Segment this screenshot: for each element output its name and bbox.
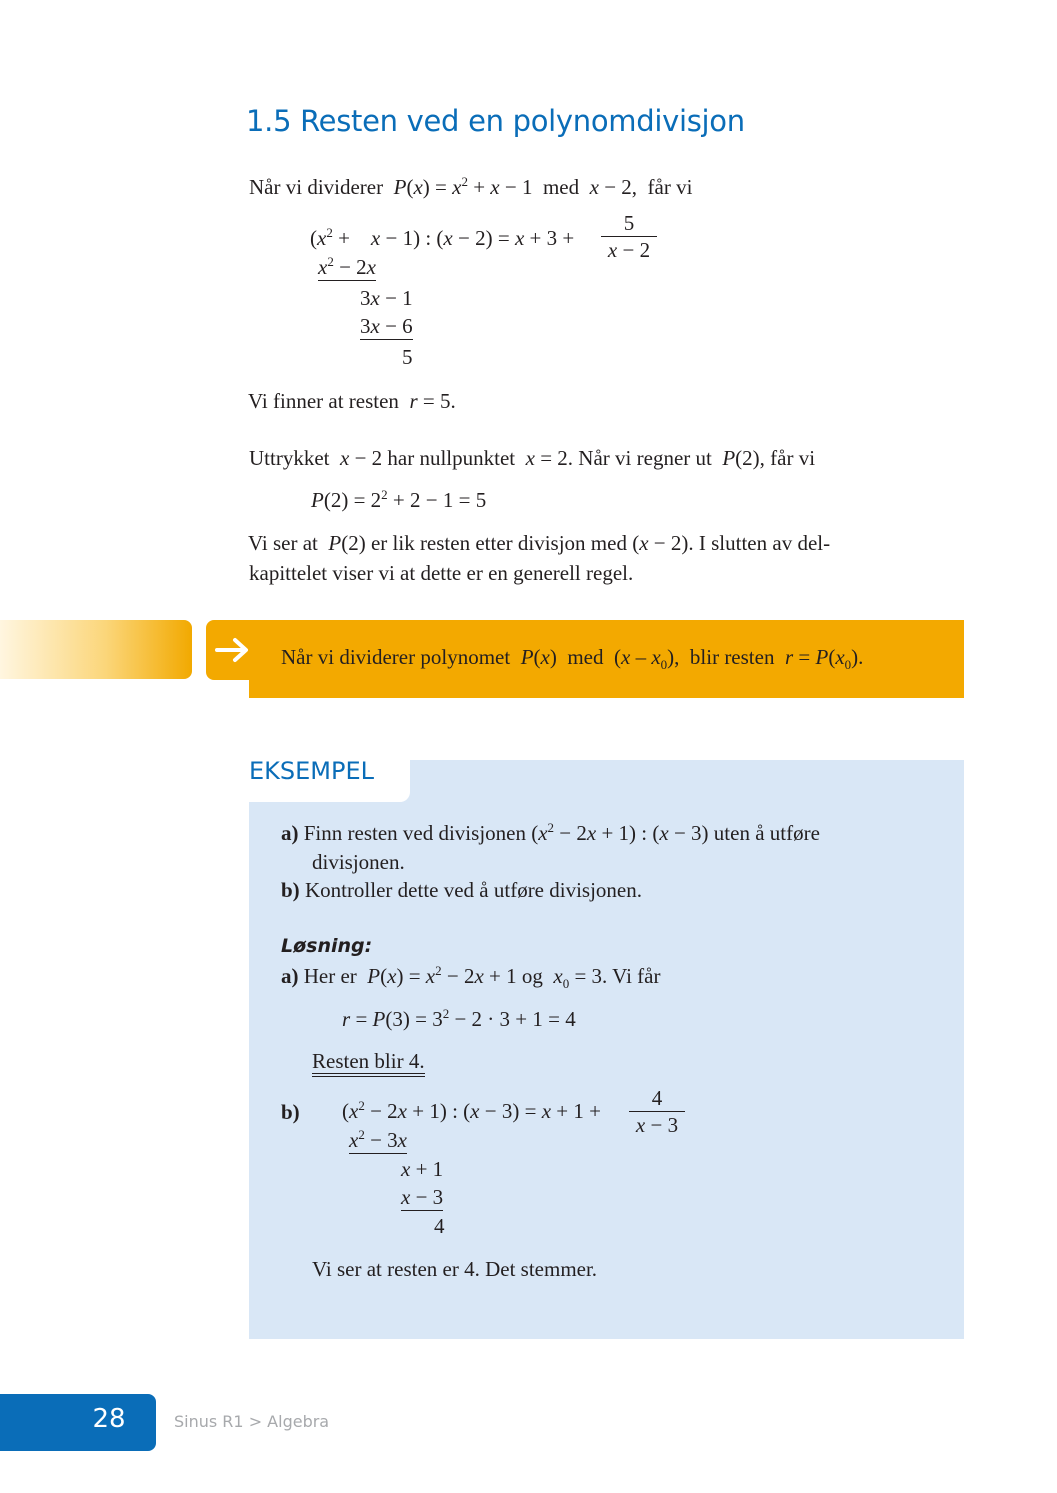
fraction-denominator: x − 2 [607, 238, 651, 262]
rule-gradient-tab [0, 620, 192, 679]
fraction-denominator: x − 3 [635, 1113, 679, 1137]
conclusion-line1: Vi ser at P(2) er lik resten etter divisjon med (x − 2). I slutten av del- [248, 531, 831, 555]
solution-a-answer: Resten blir 4. [312, 1047, 425, 1075]
solution-b-label: b) [281, 1100, 300, 1124]
division1-line3: 3x − 1 [360, 286, 413, 310]
remainder-line: Vi finner at resten r = 5. [248, 389, 456, 413]
page-number: 28 [92, 1404, 126, 1434]
rule-box-bottom [249, 678, 964, 698]
division1-line4: 3x − 6 [360, 314, 413, 338]
solution-b-check: Vi ser at resten er 4. Det stemmer. [312, 1257, 598, 1281]
division2-line2: $x^2 - 3x$ [349, 1127, 407, 1152]
fraction-numerator: 5 [601, 210, 657, 237]
division2-line5: 4 [434, 1214, 445, 1238]
division2-line3: x + 1 [401, 1157, 444, 1181]
task-b: b) Kontroller dette ved å utføre divisjonen. [281, 878, 643, 902]
division2-fraction [629, 1085, 685, 1138]
example-label: EKSEMPEL [249, 757, 375, 785]
solution-a-calc: $r = P(3) = 3^2 - 2 \cdot 3 + 1 = 4$ [342, 1006, 576, 1031]
division1-line1: ($x^2$ + x − 1) : (x − 2) = x + 3 + [310, 225, 575, 250]
task-a: a) Finn resten ved divisjonen $(x^2 - 2x + 1)$ : (x − 3) uten å utføre [281, 820, 820, 845]
fraction-numerator: 4 [629, 1085, 685, 1112]
eval-P2: $P(2) = 2^2 + 2 - 1 = 5$ [311, 487, 487, 512]
intro-line: Når vi dividerer $P(x) = x^2 + x - 1$ med x − 2, får vi [249, 174, 693, 199]
solution-label: Løsning: [281, 935, 373, 957]
rule-text: Når vi dividerer polynomet P(x) med $(x - x_0)$, blir resten $r = P(x_0)$. [281, 645, 864, 672]
division2-line1: $(x^2 - 2x + 1)$ : (x − 3) = x + 1 + [342, 1098, 601, 1123]
section-title: 1.5 Resten ved en polynomdivisjon [246, 104, 745, 138]
division2-line4: x − 3 [401, 1185, 444, 1209]
zero-line: Uttrykket x − 2 har nullpunktet x = 2. Når vi regner ut P(2), får vi [249, 446, 816, 470]
breadcrumb: Sinus R1 > Algebra [174, 1412, 330, 1431]
arrow-right-icon [214, 635, 254, 665]
division1-fraction [601, 210, 657, 263]
conclusion-line2: kapittelet viser vi at dette er en generell regel. [249, 561, 634, 585]
task-a-line2: divisjonen. [312, 850, 405, 874]
solution-a: a) Her er $P(x) = x^2 - 2x + 1$ og $x_0 = 3$. Vi får [281, 963, 661, 991]
division1-line2: $x^2 - 2x$ [318, 254, 376, 279]
division1-line5: 5 [402, 345, 413, 369]
